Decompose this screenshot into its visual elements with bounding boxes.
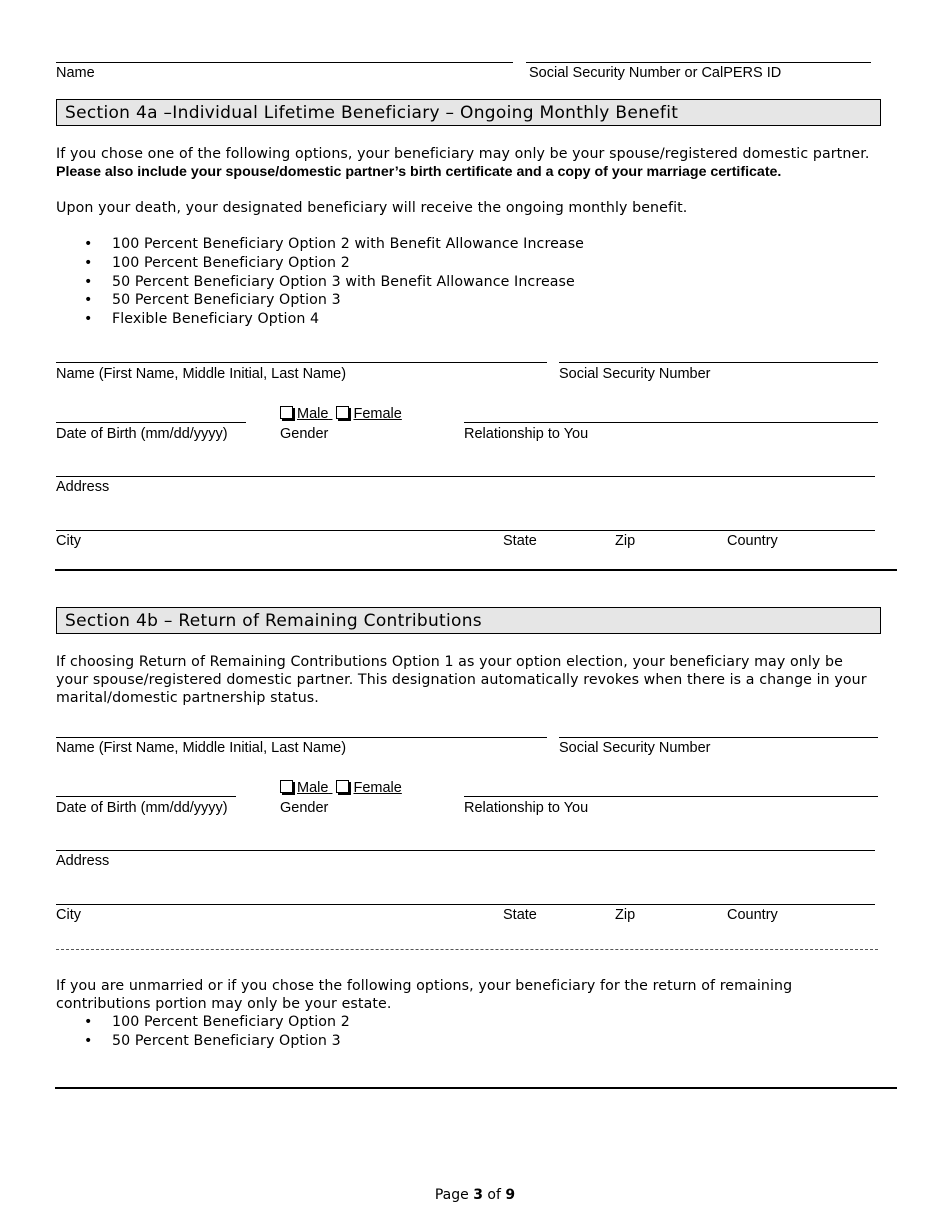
beneficiary-4b-city-label: City (56, 907, 81, 923)
beneficiary-4b-ssn-field[interactable] (559, 737, 878, 738)
beneficiary-4b-gender-label: Gender (280, 800, 329, 816)
beneficiary-4b-ssn-label: Social Security Number (559, 740, 711, 756)
beneficiary-4a-country-label: Country (727, 533, 778, 549)
page-footer (0, 1187, 950, 1203)
beneficiary-4a-city-field[interactable] (56, 530, 875, 531)
member-name-label: Name (56, 65, 95, 81)
beneficiary-4a-ssn-label: Social Security Number (559, 366, 711, 382)
section-4a-header (56, 99, 881, 126)
beneficiary-4b-dob-field[interactable] (56, 796, 236, 797)
male-checkbox[interactable] (280, 780, 293, 793)
list-item: • 100 Percent Beneficiary Option 2 (84, 1014, 350, 1030)
beneficiary-4a-zip-label: Zip (615, 533, 636, 549)
beneficiary-4b-relationship-field[interactable] (464, 796, 878, 797)
beneficiary-4b-relationship-label: Relationship to You (464, 800, 589, 816)
member-ssn-label: Social Security Number or CalPERS ID (529, 65, 782, 81)
beneficiary-4a-ssn-field[interactable] (559, 362, 878, 363)
section-4b-intro-line-1: If choosing Return of Remaining Contributions Option 1 as your option election, your beneficiary may only be (56, 654, 843, 670)
section-4b-header (56, 607, 881, 634)
page-word: Page (434, 1187, 469, 1203)
female-label: Female (353, 780, 402, 796)
beneficiary-4a-dob-field[interactable] (56, 422, 246, 423)
beneficiary-4b-address-field[interactable] (56, 850, 875, 851)
beneficiary-4a-state-label: State (503, 533, 537, 549)
beneficiary-4b-state-label: State (503, 907, 537, 923)
total-pages-number: 9 (505, 1187, 516, 1203)
beneficiary-4a-address-field[interactable] (56, 476, 875, 477)
list-item: • 100 Percent Beneficiary Option 2 (84, 254, 350, 271)
section-4b-intro-line-3: marital/domestic partnership status. (56, 690, 319, 706)
beneficiary-4a-dob-label: Date of Birth (mm/dd/yyyy) (56, 426, 228, 442)
male-label: Male (297, 406, 329, 422)
section-4a-options-list (56, 235, 584, 329)
section-4a-upon-death: Upon your death, your designated beneficiary will receive the ongoing monthly benefit. (56, 200, 688, 216)
list-item: • 50 Percent Beneficiary Option 3 (84, 292, 341, 309)
estate-text-line-2: contributions portion may only be your estate. (56, 996, 392, 1012)
beneficiary-4b-gender-options (280, 780, 402, 796)
beneficiary-4b-name-label: Name (First Name, Middle Initial, Last Name) (56, 740, 347, 756)
beneficiary-4b-zip-label: Zip (615, 907, 636, 923)
list-item: • 100 Percent Beneficiary Option 2 with Benefit Allowance Increase (84, 236, 585, 252)
beneficiary-4b-dob-label: Date of Birth (mm/dd/yyyy) (56, 800, 228, 816)
list-item: • 50 Percent Beneficiary Option 3 with Benefit Allowance Increase (84, 273, 575, 290)
section-4a-intro-bold: Please also include your spouse/domestic partner’s birth certificate and a copy of your marriage certificate. (56, 164, 782, 180)
beneficiary-4b-name-field[interactable] (56, 737, 547, 738)
estate-text-line-1: If you are unmarried or if you chose the following options, your beneficiary for the return of remaining (56, 978, 793, 994)
estate-options-list (56, 1013, 350, 1051)
member-name-field[interactable] (56, 62, 513, 63)
list-item: • 50 Percent Beneficiary Option 3 (84, 1032, 341, 1049)
female-label: Female (353, 406, 402, 422)
beneficiary-4b-address-label: Address (56, 853, 110, 869)
male-checkbox[interactable] (280, 406, 293, 419)
beneficiary-4b-city-field[interactable] (56, 904, 875, 905)
beneficiary-4a-gender-options (280, 406, 402, 422)
section-4b-divider (55, 1087, 897, 1089)
section-4b-intro-line-2: your spouse/registered domestic partner. This designation automatically revokes when there is a change in your (56, 672, 867, 688)
section-4a-intro: If you chose one of the following options, your beneficiary may only be your spouse/registered domestic partner. (56, 146, 870, 162)
beneficiary-4a-gender-label: Gender (280, 426, 329, 442)
list-item: • Flexible Beneficiary Option 4 (84, 311, 320, 328)
male-label: Male (297, 780, 329, 796)
of-word: of (487, 1187, 501, 1203)
section-4a-divider (55, 569, 897, 571)
beneficiary-4a-name-label: Name (First Name, Middle Initial, Last Name) (56, 366, 347, 382)
section-4b-title: Section 4b – Return of Remaining Contributions (65, 611, 482, 631)
beneficiary-4a-relationship-field[interactable] (464, 422, 878, 423)
beneficiary-4a-address-label: Address (56, 479, 110, 495)
female-checkbox[interactable] (336, 406, 349, 419)
female-checkbox[interactable] (336, 780, 349, 793)
beneficiary-4a-relationship-label: Relationship to You (464, 426, 589, 442)
beneficiary-4b-country-label: Country (727, 907, 778, 923)
beneficiary-4a-name-field[interactable] (56, 362, 547, 363)
beneficiary-4a-city-label: City (56, 533, 81, 549)
member-ssn-field[interactable] (526, 62, 871, 63)
dashed-separator (56, 949, 878, 950)
section-4a-title: Section 4a –Individual Lifetime Beneficiary – Ongoing Monthly Benefit (65, 103, 679, 123)
current-page-number: 3 (473, 1187, 483, 1203)
